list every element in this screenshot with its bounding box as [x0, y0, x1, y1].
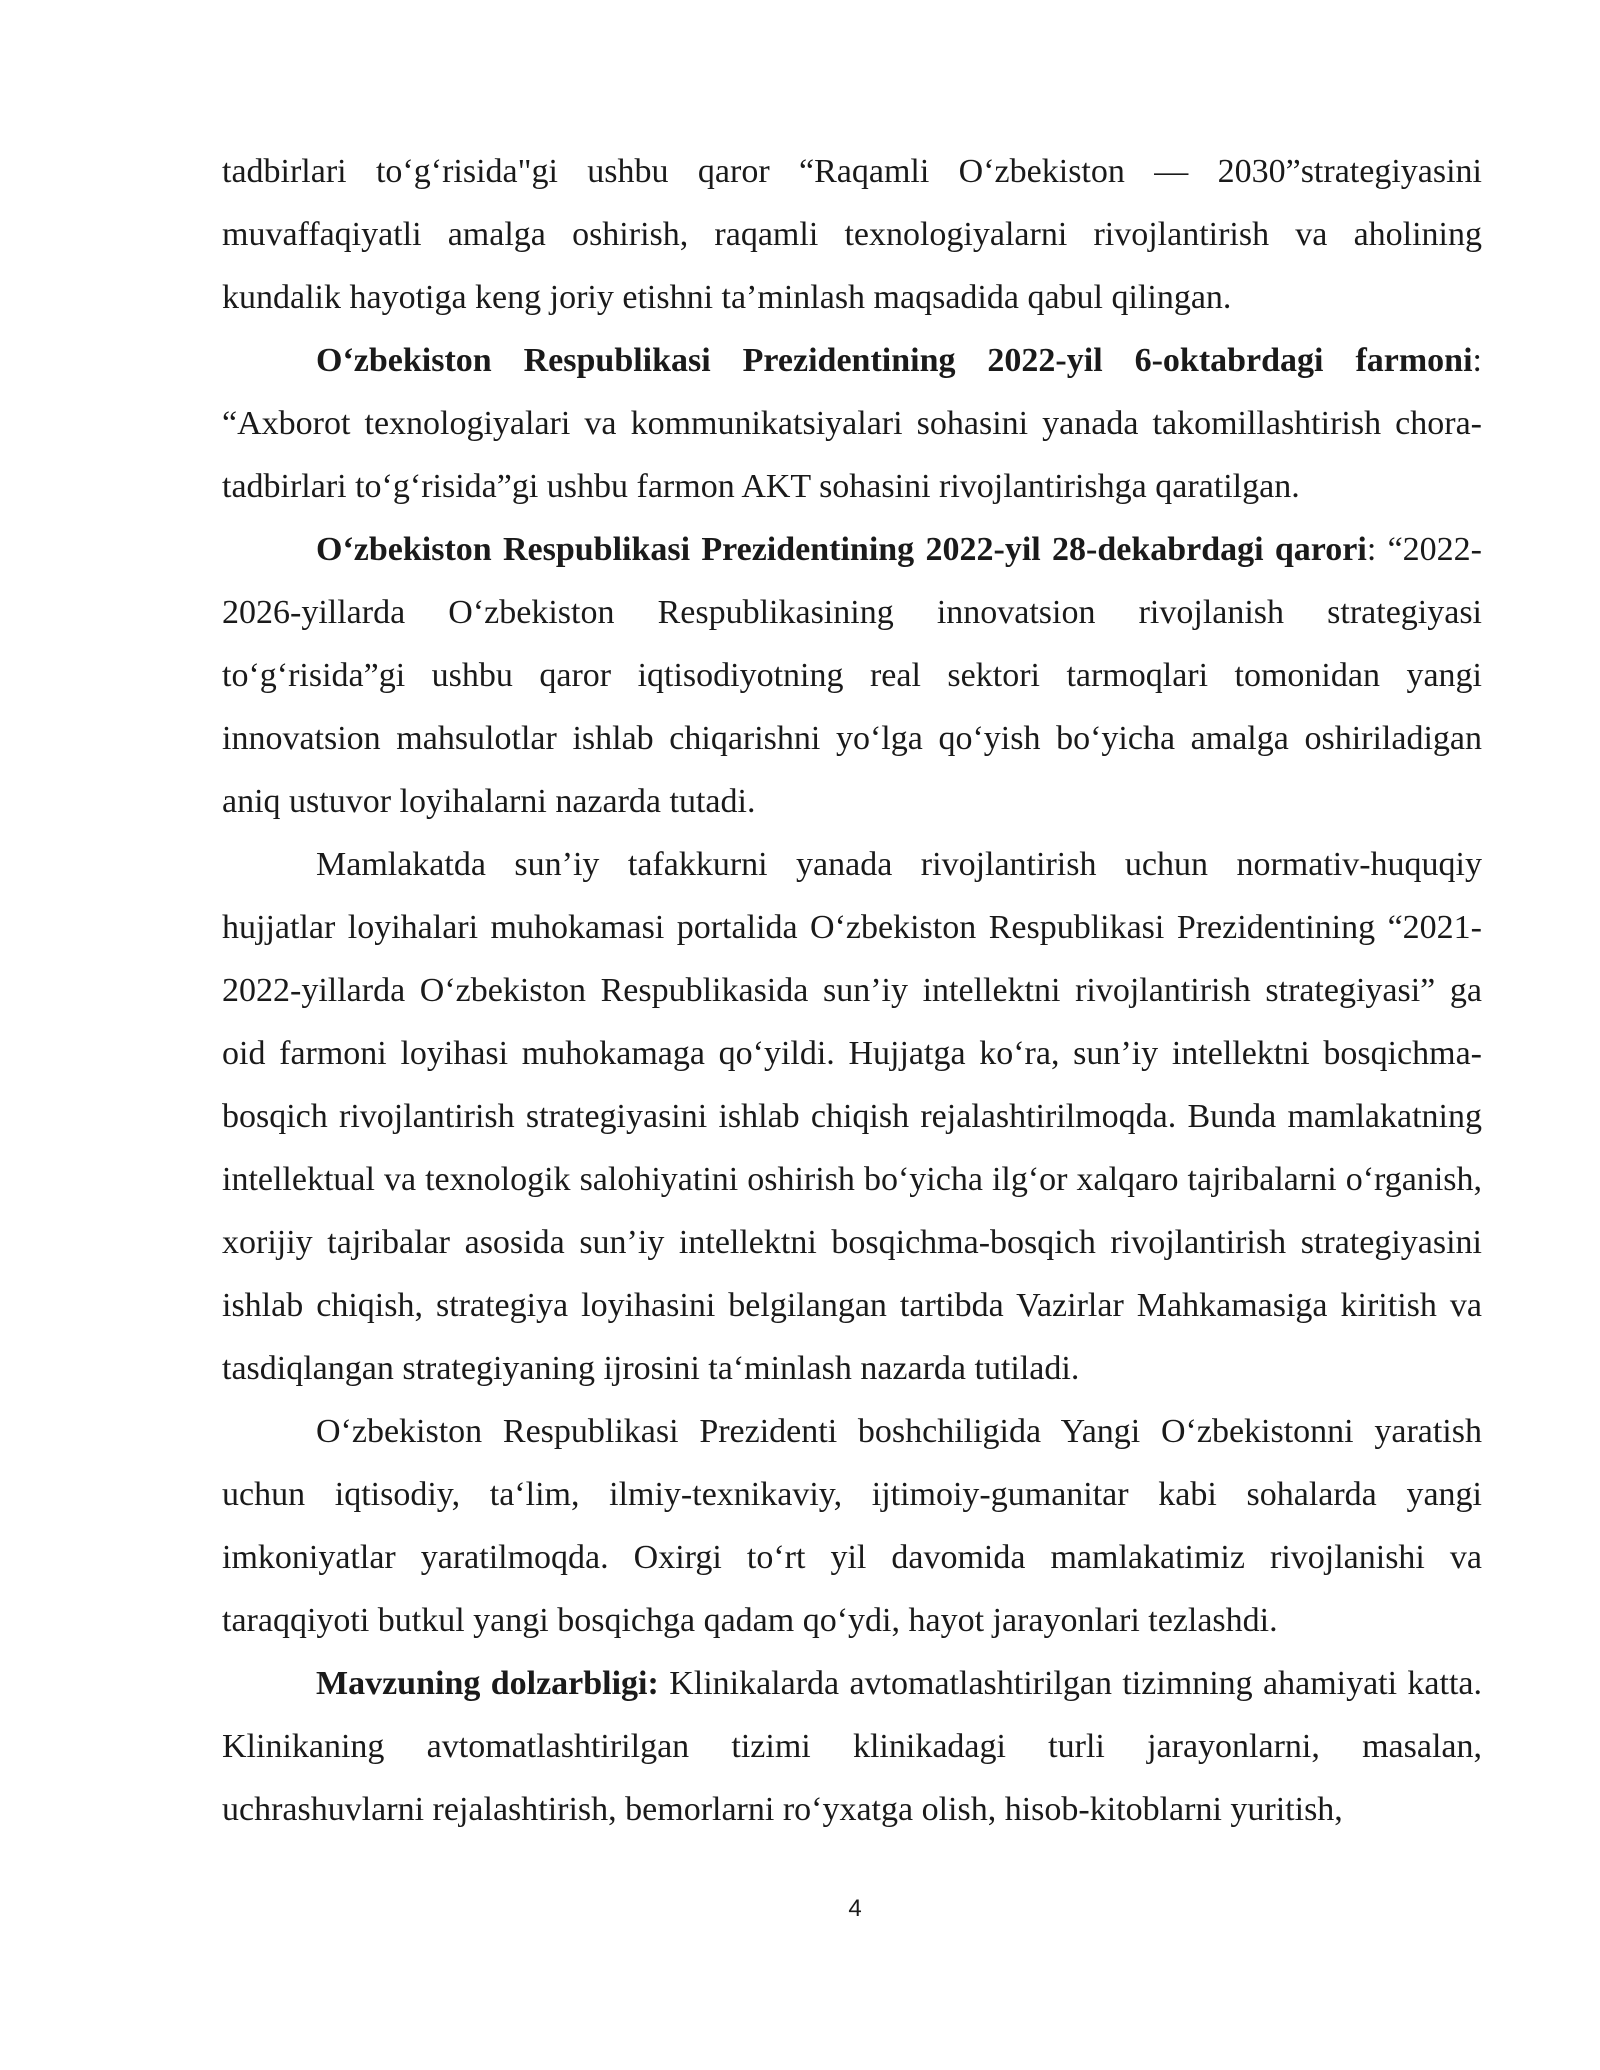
paragraph-relevance	[222, 1652, 1482, 1841]
paragraph-new-uzbekistan	[222, 1400, 1482, 1652]
paragraph-text: Klinikalarda avtomatlashtirilgan tizimning ahamiyati katta. Klinikaning avtomatlashtirilgan tizimi klinikadagi turli jarayonlarni, masalan, uchrashuvlarni rejalashtirish, bemorlarni ro‘yxatga olish, hisob-kitoblarni yuritish,	[222, 1665, 1482, 1828]
paragraph-lead-bold: Mavzuning dolzarbligi:	[316, 1665, 659, 1702]
page-number: 4	[848, 1895, 862, 1922]
paragraph-text: Mamlakatda sun’iy tafakkurni yanada rivojlantirish uchun normativ-huquqiy hujjatlar loyihalari muhokamasi portalida O‘zbekiston Respublikasi Prezidentining “2021-2022-yillarda O‘zbekiston Respublikasida sun’iy intellektni rivojlantirish strategiyasi” ga oid farmoni loyihasi muhokamaga qo‘yildi. Hujjatga ko‘ra, sun’iy intellektni bosqichma-bosqich rivojlantirish strategiyasini ishlab chiqish rejalashtirilmoqda. Bunda mamlakatning intellektual va texnologik salohiyatini oshirish bo‘yicha ilg‘or xalqaro tajribalarni o‘rganish, xorijiy tajribalar asosida sun’iy intellektni bosqichma-bosqich rivojlantirish strategiyasini ishlab chiqish, strategiya loyihasini belgilangan tartibda Vazirlar Mahkamasiga kiritish va tasdiqlangan strategiyaning ijrosini ta‘minlash nazarda tutiladi.	[222, 846, 1482, 1387]
paragraph-lead-bold: O‘zbekiston Respublikasi Prezidentining 2022-yil 28-dekabrdagi qarori	[316, 531, 1367, 568]
paragraph-qarori	[222, 518, 1482, 833]
paragraph-farmoni	[222, 329, 1482, 518]
document-page-body	[222, 140, 1482, 1841]
paragraph-text: O‘zbekiston Respublikasi Prezidenti boshchiligida Yangi O‘zbekistonni yaratish uchun iqtisodiy, ta‘lim, ilmiy-texnikaviy, ijtimoiy-gumanitar kabi sohalarda yangi imkoniyatlar yaratilmoqda. Oxirgi to‘rt yil davomida mamlakatimiz rivojlanishi va taraqqiyoti butkul yangi bosqichga qadam qo‘ydi, hayot jarayonlari tezlashdi.	[222, 1413, 1482, 1639]
paragraph-continuation	[222, 140, 1482, 329]
paragraph-text: : “Axborot texnologiyalari va kommunikatsiyalari sohasini yanada takomillashtirish chora-tadbirlari to‘g‘risida”gi ushbu farmon AKT sohasini rivojlantirishga qaratilgan.	[222, 342, 1482, 505]
paragraph-lead-bold: O‘zbekiston Respublikasi Prezidentining 2022-yil 6-oktabrdagi farmoni	[316, 342, 1473, 379]
paragraph-text: tadbirlari to‘g‘risida"gi ushbu qaror “Raqamli O‘zbekiston — 2030”strategiyasini muvaffaqiyatli amalga oshirish, raqamli texnologiyalarni rivojlantirish va aholining kundalik hayotiga keng joriy etishni ta’minlash maqsadida qabul qilingan.	[222, 153, 1482, 316]
paragraph-text: : “2022-2026-yillarda O‘zbekiston Respublikasining innovatsion rivojlanish strategiyasi to‘g‘risida”gi ushbu qaror iqtisodiyotning real sektori tarmoqlari tomonidan yangi innovatsion mahsulotlar ishlab chiqarishni yo‘lga qo‘yish bo‘yicha amalga oshiriladigan aniq ustuvor loyihalarni nazarda tutadi.	[222, 531, 1482, 820]
paragraph-ai-strategy	[222, 833, 1482, 1400]
